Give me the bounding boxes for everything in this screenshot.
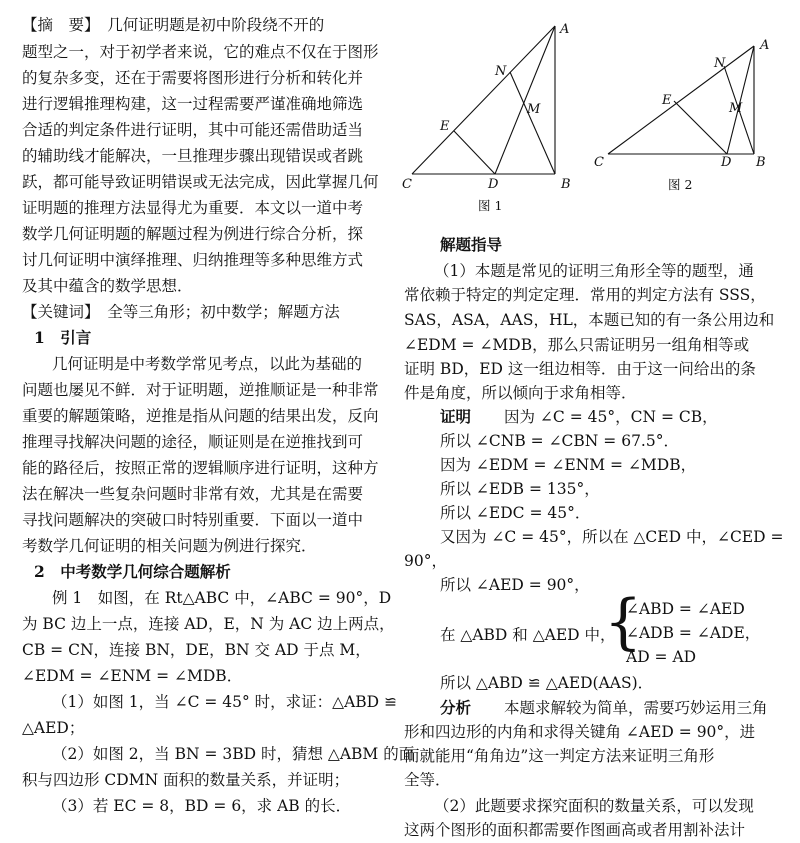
label-b: B <box>756 155 766 170</box>
proof-line: 又因为 ∠C = 45°，所以在 △CED 中，∠CED = <box>440 528 784 546</box>
figure-1 <box>400 18 575 218</box>
analysis-line: 全等． <box>404 771 451 789</box>
figure-1-caption: 图 1 <box>478 198 503 213</box>
proof-line: 因为 ∠EDM = ∠ENM = ∠MDB， <box>440 456 697 474</box>
segment-bn <box>510 72 555 174</box>
body-line: 几何证明是中考数学常见考点，以此为基础的 <box>52 355 363 373</box>
figure-2 <box>590 34 790 199</box>
label-a: A <box>760 38 770 53</box>
proof-line: 所以 ∠EDC = 45°． <box>440 504 591 522</box>
label-c: C <box>594 155 604 170</box>
body-line: 这两个图形的面积都需要作图画高或者用割补法计 <box>404 821 746 839</box>
body-line: 寻找问题解决的突破口时特别重要．下面以一道中 <box>22 511 364 529</box>
proof-line: 因为 ∠C = 45°，CN = CB， <box>504 408 718 426</box>
label-m: M <box>729 101 743 116</box>
example-line: CB = CN，连接 BN，DE，BN 交 AD 于点 M， <box>22 641 371 659</box>
abstract-line: 的辅助线才能解决，一旦推理步骤出现错误或者跳 <box>22 147 364 165</box>
label-d: D <box>721 155 732 170</box>
label-e: E <box>662 93 672 108</box>
label-m: M <box>527 102 541 117</box>
analysis-label: 分析 <box>440 698 472 717</box>
body-line: 件是角度，所以倾向于求角相等． <box>404 384 637 402</box>
abstract-line: 数学几何证明题的解题过程为例进行综合分析，探 <box>22 225 364 243</box>
figure-2-caption: 图 2 <box>668 177 693 192</box>
segment-ad <box>727 46 754 154</box>
example-line: （1）如图 1，当 ∠C = 45° 时，求证：△ABD ≌ <box>52 693 398 711</box>
abstract-line: 【摘 要】 几何证明题是初中阶段绕不开的 <box>22 16 325 34</box>
body-line: 证明 BD，ED 这一组边相等．由于这一问给出的条 <box>404 360 756 378</box>
section-2-title: 2 中考数学几何综合题解析 <box>34 562 231 581</box>
segment-de <box>674 101 727 154</box>
label-c: C <box>402 177 412 192</box>
label-e: E <box>440 119 450 134</box>
body-line: 常依赖于特定的判定定理．常用的判定方法有 SSS， <box>404 286 766 304</box>
example-line: （3）若 EC = 8，BD = 6，求 AB 的长． <box>52 797 352 815</box>
example-line: ∠EDM = ∠ENM = ∠MDB． <box>22 667 243 685</box>
label-n: N <box>714 56 726 71</box>
side-ac <box>412 26 555 174</box>
body-line: 能的路径后，按照正常的逻辑顺序进行证明，这种方 <box>22 459 379 477</box>
body-line: 重要的解题策略，逆推是指从问题的结果出发，反向 <box>22 407 379 425</box>
proof-label: 证明 <box>440 407 472 426</box>
abstract-line: 的复杂多变，还在于需要将图形进行分析和转化并 <box>22 69 364 87</box>
body-line: ∠EDM = ∠MDB，那么只需证明另一组角相等或 <box>404 336 750 354</box>
example-line: 例 1 如图，在 Rt△ABC 中，∠ABC = 90°，D <box>52 589 392 607</box>
label-b: B <box>561 177 571 192</box>
example-line: 积与四边形 CDMN 面积的数量关系，并证明； <box>22 771 350 789</box>
body-line: 问题也屡见不鲜．对于证明题，逆推顺证是一种非常 <box>22 381 379 399</box>
keywords: 【关键词】 全等三角形；初中数学；解题方法 <box>22 303 340 321</box>
body-line: 考数学几何证明的相关问题为例进行探究． <box>22 537 317 555</box>
segment-de <box>454 131 495 174</box>
example-line: 为 BC 边上一点，连接 AD，E，N 为 AC 边上两点， <box>22 615 395 633</box>
guide-title: 解题指导 <box>440 235 503 254</box>
body-line: 推理寻找解决问题的途径，顺证则是在逆推找到可 <box>22 433 364 451</box>
example-line: △AED； <box>22 719 85 737</box>
abstract-line: 讨几何证明中演绎推理、归纳推理等多种思维方式 <box>22 251 364 269</box>
proof-line: 所以 ∠EDB = 135°， <box>440 480 600 498</box>
section-1-title: 1 引言 <box>34 328 92 347</box>
label-a: A <box>560 22 570 37</box>
label-d: D <box>488 177 499 192</box>
abstract-line: 题型之一，对于初学者来说，它的难点不仅在于图形 <box>22 43 379 61</box>
system-line: ∠ADB = ∠ADE， <box>626 624 761 642</box>
label-n: N <box>495 64 507 79</box>
body-line: SAS，ASA，AAS，HL，本题已知的有一条公用边和 <box>404 311 775 329</box>
system-line: AD = AD <box>626 648 697 666</box>
analysis-line: 而就能用“角角边”这一判定方法来证明三角形 <box>404 747 715 765</box>
abstract-line: 合适的判定条件进行证明，其中可能还需借助适当 <box>22 121 364 139</box>
abstract-line: 证明题的推理方法显得尤为重要．本文以一道中考 <box>22 199 364 217</box>
system-prefix: 在 △ABD 和 △AED 中， <box>440 626 616 644</box>
abstract-line: 及其中蕴含的数学思想． <box>22 277 193 295</box>
proof-line: 所以 ∠CNB = ∠CBN = 67.5°． <box>440 432 679 450</box>
body-line: （1）本题是常见的证明三角形全等的题型，通 <box>434 262 754 280</box>
system-line: ∠ABD = ∠AED <box>626 600 745 618</box>
abstract-line: 跃，都可能导致证明错误或无法完成，因此掌握几何 <box>22 173 379 191</box>
analysis-line: 本题求解较为简单，需要巧妙运用三角 <box>504 699 768 717</box>
proof-line: 所以 ∠AED = 90°， <box>440 576 590 594</box>
side-ac <box>608 46 754 154</box>
segment-ad <box>495 26 555 174</box>
analysis-line: 形和四边形的内角和求得关键角 ∠AED = 90°，进 <box>404 723 756 741</box>
body-line: （2）此题要求探究面积的数量关系，可以发现 <box>434 797 754 815</box>
body-line: 法在解决一些复杂问题时非常有效，尤其是在需要 <box>22 485 364 503</box>
proof-line: 90°， <box>404 552 447 570</box>
abstract-line: 进行逻辑推理构建，这一过程需要严谨准确地筛选 <box>22 95 364 113</box>
conclusion: 所以 △ABD ≌ △AED(AAS)． <box>440 674 654 692</box>
brace: { <box>604 587 643 657</box>
example-line: （2）如图 2，当 BN = 3BD 时，猜想 △ABM 的面 <box>52 745 415 763</box>
